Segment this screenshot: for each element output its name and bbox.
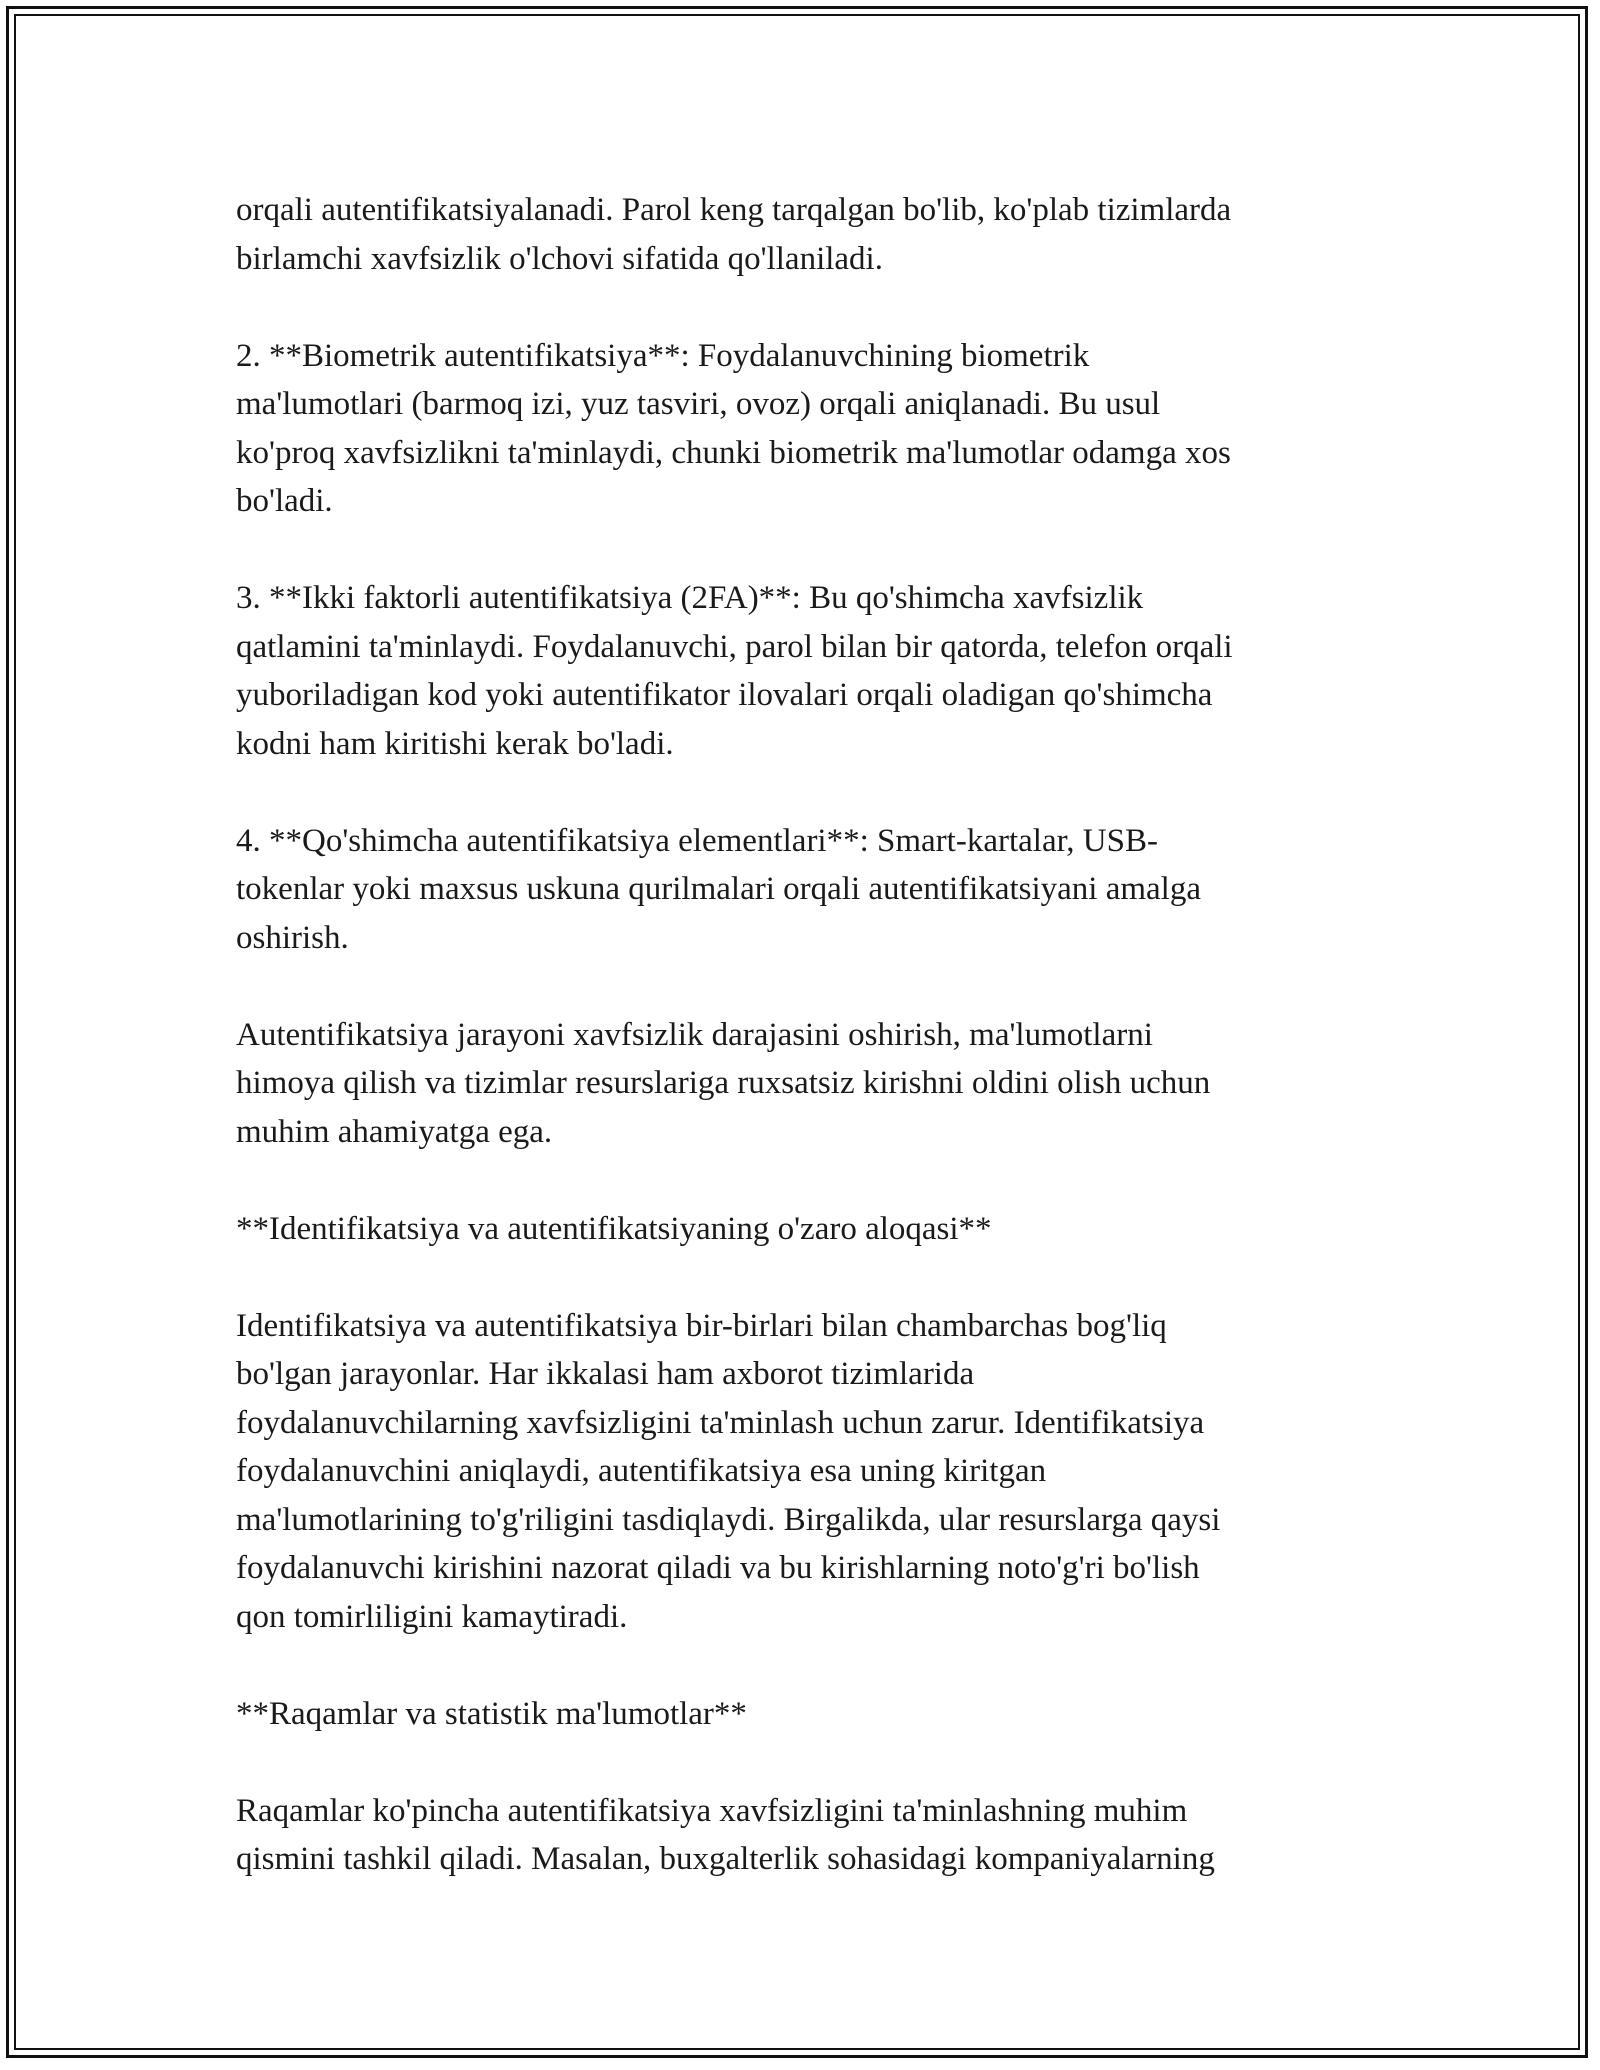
section-heading-identification-authentication-relation: **Identifikatsiya va autentifikatsiyaning o'zaro aloqasi**	[236, 1210, 992, 1247]
paragraph-identification-authentication-relation: Identifikatsiya va autentifikatsiya bir-birlari bilan chambarchas bog'liq bo'lgan jarayonlar. Har ikkalasi ham axborot tizimlarida foydalanuvchilarning xavfsizligini ta'minlash uchun zarur. Identifikatsiya foydalanuvchini aniqlaydi, autentifikatsiya esa uning kiritgan ma'lumotlarining to'g'riligini tasdiqlaydi. Birgalikda, ular resurslarga qaysi foydalanuvchi kirishini nazorat qiladi va bu kirishlarning noto'g'ri bo'lish qon tomirliligini kamaytiradi.	[236, 1307, 1221, 1635]
list-item-biometric-authentication: 2. **Biometrik autentifikatsiya**: Foydalanuvchining biometrik ma'lumotlari (barmoq izi, yuz tasviri, ovoz) orqali aniqlanadi. Bu usul ko'proq xavfsizlikni ta'minlaydi, chunki biometrik ma'lumotlar odamga xos bo'ladi.	[236, 337, 1231, 519]
document-body	[236, 186, 1366, 1932]
list-item-additional-authentication-elements: 4. **Qo'shimcha autentifikatsiya elementlari**: Smart-kartalar, USB- tokenlar yoki maxsus uskuna qurilmalari orqali autentifikatsiyani amalga oshirish.	[236, 822, 1201, 956]
section-heading-numbers-statistics: **Raqamlar va statistik ma'lumotlar**	[236, 1695, 747, 1732]
paragraph-password-continuation: orqali autentifikatsiyalanadi. Parol keng tarqalgan bo'lib, ko'plab tizimlarda birlamchi xavfsizlik o'lchovi sifatida qo'llaniladi.	[236, 192, 1232, 277]
list-item-two-factor-authentication: 3. **Ikki faktorli autentifikatsiya (2FA)**: Bu qo'shimcha xavfsizlik qatlamini ta'minlaydi. Foydalanuvchi, parol bilan bir qatorda, telefon orqali yuboriladigan kod yoki autentifikator ilovalari orqali oladigan qo'shimcha kodni ham kiritishi kerak bo'ladi.	[236, 580, 1233, 762]
paragraph-authentication-importance: Autentifikatsiya jarayoni xavfsizlik darajasini oshirish, ma'lumotlarni himoya qilish va tizimlar resurslariga ruxsatsiz kirishni oldini olish uchun muhim ahamiyatga ega.	[236, 1016, 1211, 1150]
paragraph-numbers-statistics: Raqamlar ko'pincha autentifikatsiya xavfsizligini ta'minlashning muhim qismini tashkil qiladi. Masalan, buxgalterlik sohasidagi kompaniyalarning	[236, 1792, 1215, 1877]
